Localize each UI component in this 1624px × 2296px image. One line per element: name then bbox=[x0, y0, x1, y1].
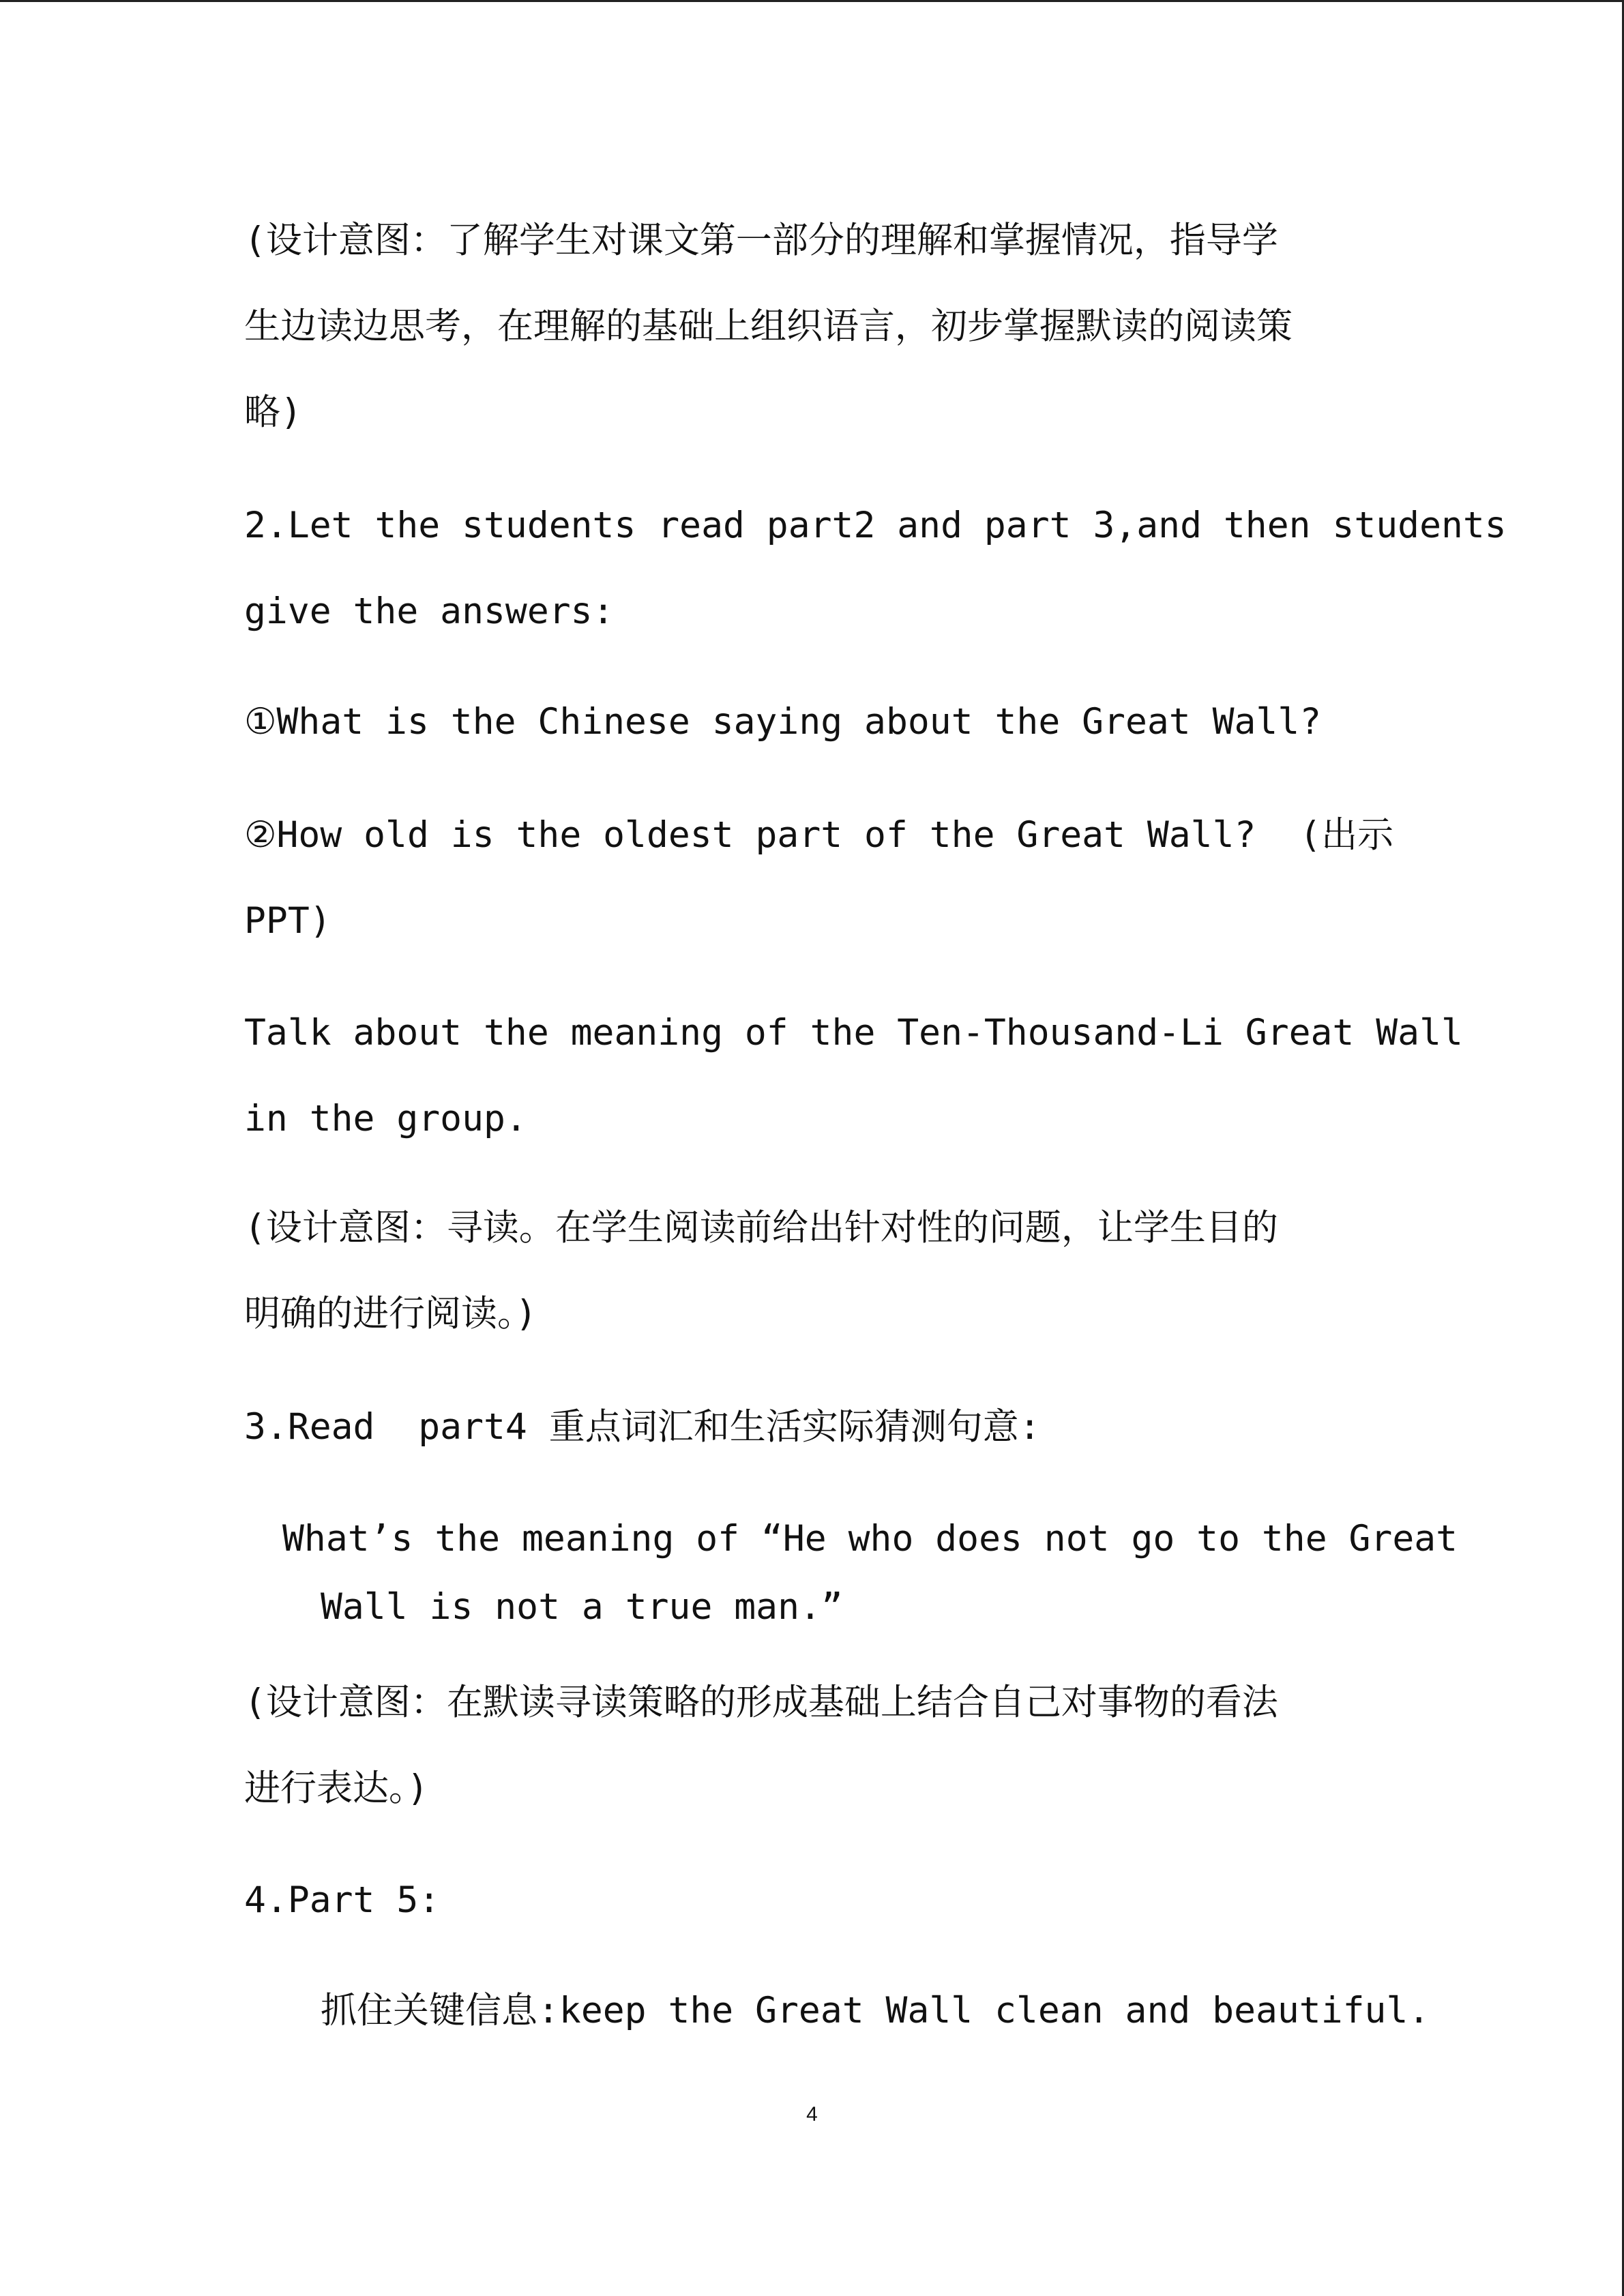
step-2-line-2: give the answers: bbox=[244, 591, 615, 632]
meaning-question-line-1: What’s the meaning of “He who does not go to the Great bbox=[282, 1518, 1458, 1560]
design-intent-1-line-2: 生边读边思考，在理解的基础上组织语言，初步掌握默读的阅读策 bbox=[244, 305, 1293, 347]
talk-about-line-2: in the group. bbox=[244, 1098, 527, 1139]
meaning-question-line-2: Wall is not a true man.” bbox=[321, 1586, 843, 1628]
page-number: 4 bbox=[806, 2103, 818, 2126]
step-4-line: 4.Part 5: bbox=[244, 1879, 441, 1921]
design-intent-2-line-2: 明确的进行阅读。) bbox=[244, 1293, 537, 1335]
question-2-line-2: PPT) bbox=[244, 900, 331, 942]
step-3-line: 3.Read part4 重点词汇和生活实际猜测句意: bbox=[244, 1406, 1041, 1448]
step-2-line-1: 2.Let the students read part2 and part 3,and then students bbox=[244, 505, 1507, 546]
question-1: ①What is the Chinese saying about the Great Wall? bbox=[244, 701, 1322, 743]
design-intent-2-line-1: (设计意图：寻读。在学生阅读前给出针对性的问题，让学生目的 bbox=[244, 1207, 1278, 1249]
design-intent-1-line-1: (设计意图：了解学生对课文第一部分的理解和掌握情况，指导学 bbox=[244, 220, 1278, 261]
design-intent-3-line-1: (设计意图：在默读寻读策略的形成基础上结合自己对事物的看法 bbox=[244, 1682, 1278, 1723]
key-info-line: 抓住关键信息:keep the Great Wall clean and beautiful. bbox=[321, 1990, 1430, 2031]
design-intent-1-line-3: 略) bbox=[244, 391, 302, 433]
question-2-line-1: ②How old is the oldest part of the Great Wall? (出示 bbox=[244, 814, 1394, 856]
design-intent-3-line-2: 进行表达。) bbox=[244, 1768, 429, 1809]
talk-about-line-1: Talk about the meaning of the Ten-Thousand-Li Great Wall bbox=[244, 1012, 1463, 1054]
